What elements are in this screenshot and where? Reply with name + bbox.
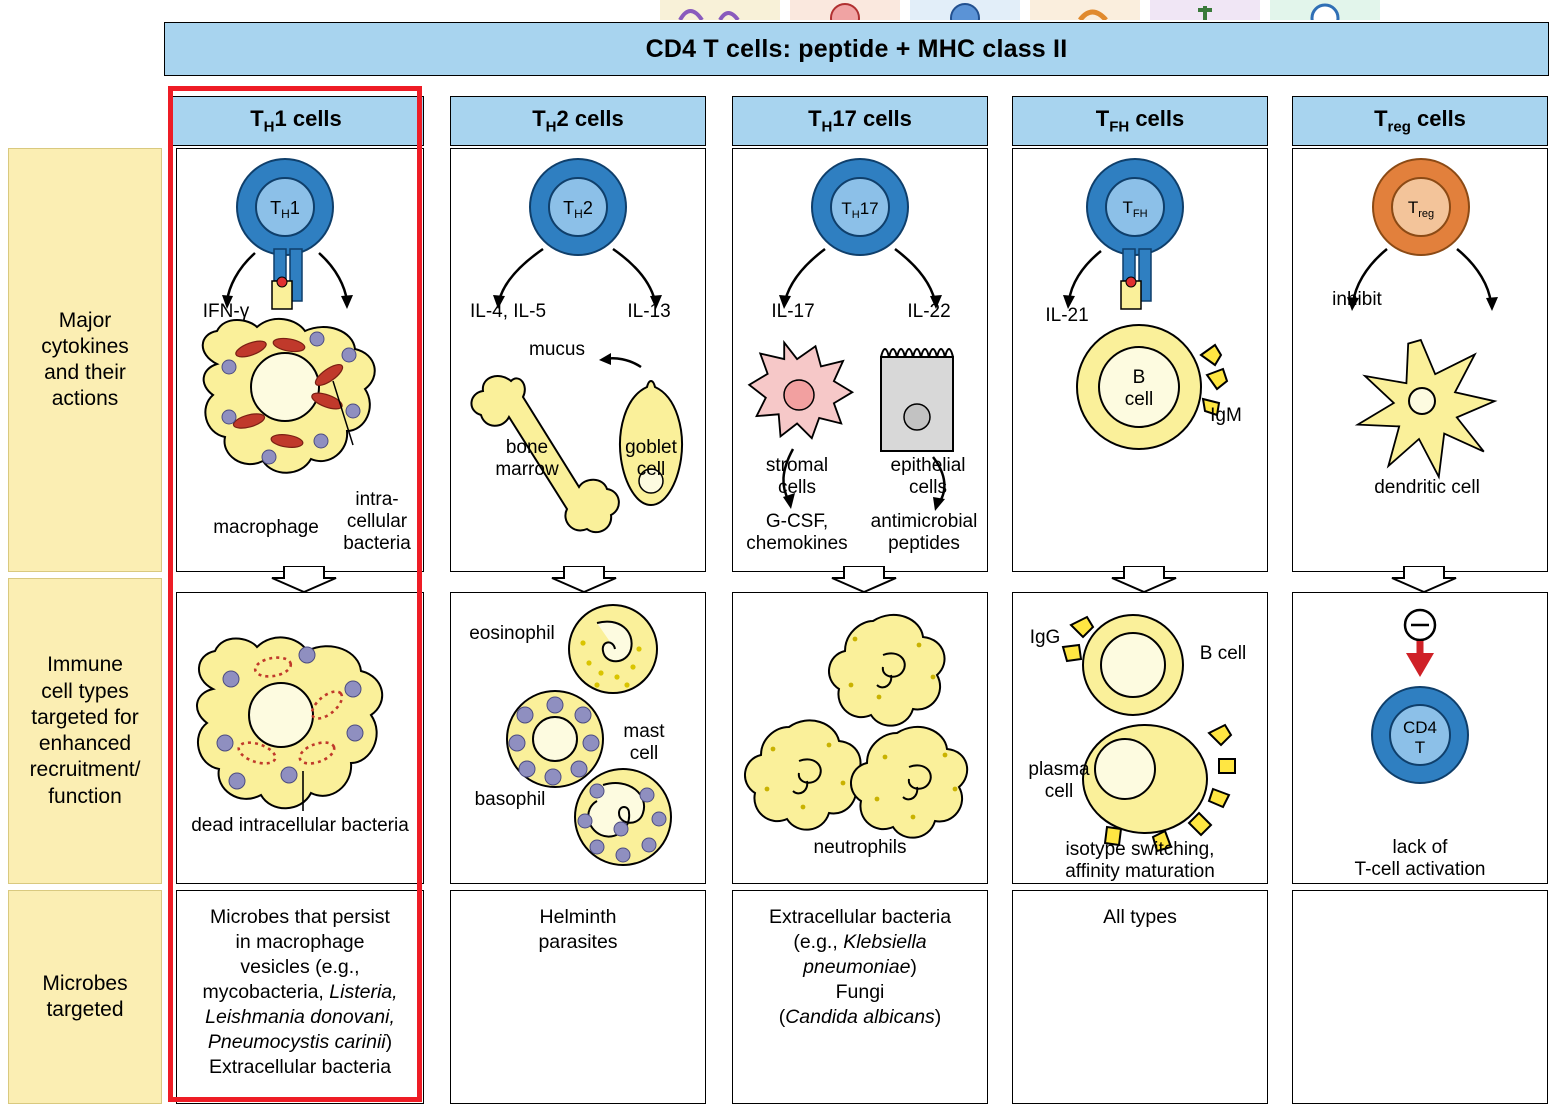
label-igm: IgM (1210, 405, 1242, 426)
cell-th1-targets (176, 592, 424, 884)
label-il21: IL-21 (1045, 305, 1089, 326)
cell-th17-targets (732, 592, 988, 884)
row-label-microbes: Microbes targeted (8, 890, 162, 1104)
cell-th17-cytokines (732, 148, 988, 572)
svg-text:cell: cell (1124, 389, 1154, 410)
label-bone-marrow: bone marrow (495, 437, 559, 480)
label-basophil: basophil (474, 789, 546, 810)
column-header-th1: $T_H1$ cells (168, 96, 424, 146)
cell-tfh-cytokines (1012, 148, 1268, 572)
svg-text:TH17: $T_H17$ (841, 199, 879, 221)
label-dendritic-cell: dendritic cell (1374, 477, 1480, 498)
label-il22: IL-22 (907, 301, 951, 322)
microbes-th1-text: Microbes that persist in macrophage vesicles (e.g., mycobacteria, Listeria, Leishmania donovani, Pneumocystis carinii) Extracellular bacteria (202, 906, 398, 1078)
cell-treg-cytokines (1292, 148, 1548, 572)
column-header-treg: $T_{reg}$ cells (1292, 96, 1548, 146)
label-il4-il5: IL-4, IL-5 (469, 301, 547, 322)
label-neutrophils: neutrophils (813, 837, 907, 858)
row-label-cytokines: Major cytokines and their actions (8, 148, 162, 572)
label-igg: IgG (1029, 627, 1061, 648)
svg-text:T: T (1414, 738, 1426, 757)
cell-tfh-targets (1012, 592, 1268, 884)
label-eosinophil: eosinophil (469, 623, 555, 644)
label-lack-of-t-cell-activation: lack of T-cell activation (1354, 837, 1486, 880)
column-header-tfh: $T_{FH}$ cells (1012, 96, 1268, 146)
label-intracellular-bacteria: intra- cellular bacteria (343, 489, 411, 554)
svg-text:B: B (1132, 367, 1146, 388)
th17-cytokine-illustration (733, 149, 987, 571)
microbes-tfh-text: All types (1103, 906, 1177, 928)
label-goblet-cell: goblet cell (625, 437, 677, 480)
cell-th2-targets (450, 592, 706, 884)
treg-cytokine-illustration (1293, 149, 1547, 571)
cell-th1-cytokines (176, 148, 424, 572)
label-b-cell: B cell (1199, 643, 1247, 664)
label-isotype-switching: isotype switching, affinity maturation (1065, 839, 1215, 882)
label-macrophage: macrophage (213, 517, 319, 538)
microbes-th17-text: Extracellular bacteria (e.g., Klebsiella pneumoniae) Fungi (Candida albicans) (768, 906, 952, 1028)
decorative-icon-strip (660, 0, 1560, 20)
svg-text:TFH: $T_{FH}$ (1122, 198, 1148, 220)
cell-treg-targets (1292, 592, 1548, 884)
label-dead-intracellular-bacteria: dead intracellular bacteria (191, 815, 409, 836)
cell-th1-microbes (176, 890, 424, 1104)
cell-th2-microbes (450, 890, 706, 1104)
svg-text:Treg: $T_{reg}$ (1407, 198, 1435, 220)
svg-text:TH2: $T_H2$ (563, 198, 593, 221)
label-stromal-cells: stromal cells (765, 455, 829, 498)
label-mucus: mucus (529, 339, 585, 360)
tfh-cytokine-illustration (1013, 149, 1267, 571)
column-header-th2: $T_H2$ cells (450, 96, 706, 146)
svg-text:CD4: CD4 (1402, 718, 1438, 737)
page-title: CD4 T cells: peptide + MHC class II (164, 22, 1549, 76)
microbes-th2-text: Helminth parasites (538, 906, 618, 953)
label-il17: IL-17 (771, 301, 815, 322)
label-il13: IL-13 (627, 301, 671, 322)
label-epithelial-cells: epithelial cells (890, 455, 966, 498)
label-mast-cell: mast cell (623, 721, 665, 764)
label-ifn-gamma: IFN-γ (202, 301, 250, 322)
label-inhibit: inhibit (1332, 289, 1382, 310)
label-antimicrobial-peptides: antimicrobial peptides (870, 511, 978, 554)
label-plasma-cell: plasma cell (1028, 759, 1090, 802)
th1-dead-bacteria-illustration (177, 593, 423, 883)
cell-treg-microbes (1292, 890, 1548, 1104)
row-label-immune-cell-types: Immune cell types targeted for enhanced recruitment/ function (8, 578, 162, 884)
svg-text:TH1: $T_H1$ (270, 198, 300, 221)
label-gcsf-chemokines: G-CSF, chemokines (746, 511, 848, 554)
column-header-th17: $T_H17$ cells (732, 96, 988, 146)
cell-tfh-microbes (1012, 890, 1268, 1104)
cell-th2-cytokines (450, 148, 706, 572)
cell-th17-microbes (732, 890, 988, 1104)
row-transition-arrows (164, 566, 1554, 592)
